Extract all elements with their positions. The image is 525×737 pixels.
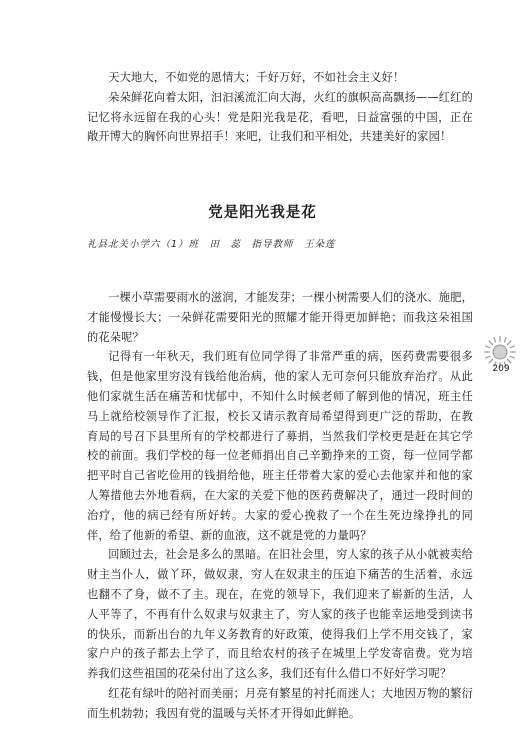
preceding-article-ending [87,68,473,147]
paragraph: 红花有绿叶的陪衬而美丽；月亮有繁星的衬托而迷人；大地因万物的繁衍而生机勃勃；我因有党的温暖与关怀才开得如此鲜艳。 [87,686,473,720]
paragraph: 朵朵鲜花向着太阳，汩汩溪流汇向大海，火红的旗帜高高飘扬——红红的记忆将永远留在我的心头！党是阳光我是花，看吧，日益富强的中国，正在敞开博大的胸怀向世界招手！来吧，让我们和平相处，共建美好的家园！ [87,90,473,144]
article-title: 党是阳光我是花 [208,205,317,221]
paragraph: 记得有一年秋天，我们班有位同学得了非常严重的病，医药费需要很多钱，但是他家里穷没有钱给他治病，他的家人无可奈何只能放弃治疗。从此他们家就生活在痛苦和忧郁中，不知什么时候老师了解到他的情况，班主任马上就给校领导作了汇报，校长又请示教育局希望得到更广泛的帮助，在教育局的号召下县里所有的学校都进行了募捐，当然我们学校更是赶在其它学校的前面。我们学校的每一位老师捐出自己辛勤挣来的工资，每一位同学都把平时自己省吃俭用的钱捐给他，班主任带着大家的爱心去他家并和他的家人筹措他去外地看病，在大家的关爱下他的医药费解决了，通过一段时间的治疗，他的病已经有所好转。大家的爱心挽救了一个在生死边缘挣扎的同伴，给了他新的希望、新的血液，这不就是党的力量吗？ [87,350,473,542]
paragraph: 天大地大，不如党的恩情大；千好万好，不如社会主义好！ [108,71,405,84]
article-byline: 礼县北关小学六（1）班 田 蕊 指导教师 王朵莲 [87,239,336,250]
paragraph: 回顾过去，社会是多么的黑暗。在旧社会里，穷人家的孩子从小就被卖给财主当仆人，做丫环，做奴隶，穷人在奴隶主的压迫下痛苦的生活着，永远也翻不了身，做不了主。现在，在党的领导下，我们迎来了崭新的生活，人人平等了，不再有什么奴隶与奴隶主了，穷人家的孩子也能幸运地受到读书的快乐，而新出台的九年义务教育的好政策，使得我们上学不用交钱了，家家户户的孩子都去上学了，而且给农村的孩子在城里上学发寄宿费。党为培养我们这些祖国的花朵付出了这么多，我们还有什么借口不好好学习呢？ [87,548,473,681]
article-body [87,288,473,724]
page-number: 209 [492,364,510,374]
paragraph: 一棵小草需要雨水的滋润，才能发芽；一棵小树需要人们的浇水、施肥，才能慢慢长大；一朵鲜花需要阳光的照耀才能开得更加鲜艳；而我这朵祖国的花朵呢？ [87,291,473,344]
